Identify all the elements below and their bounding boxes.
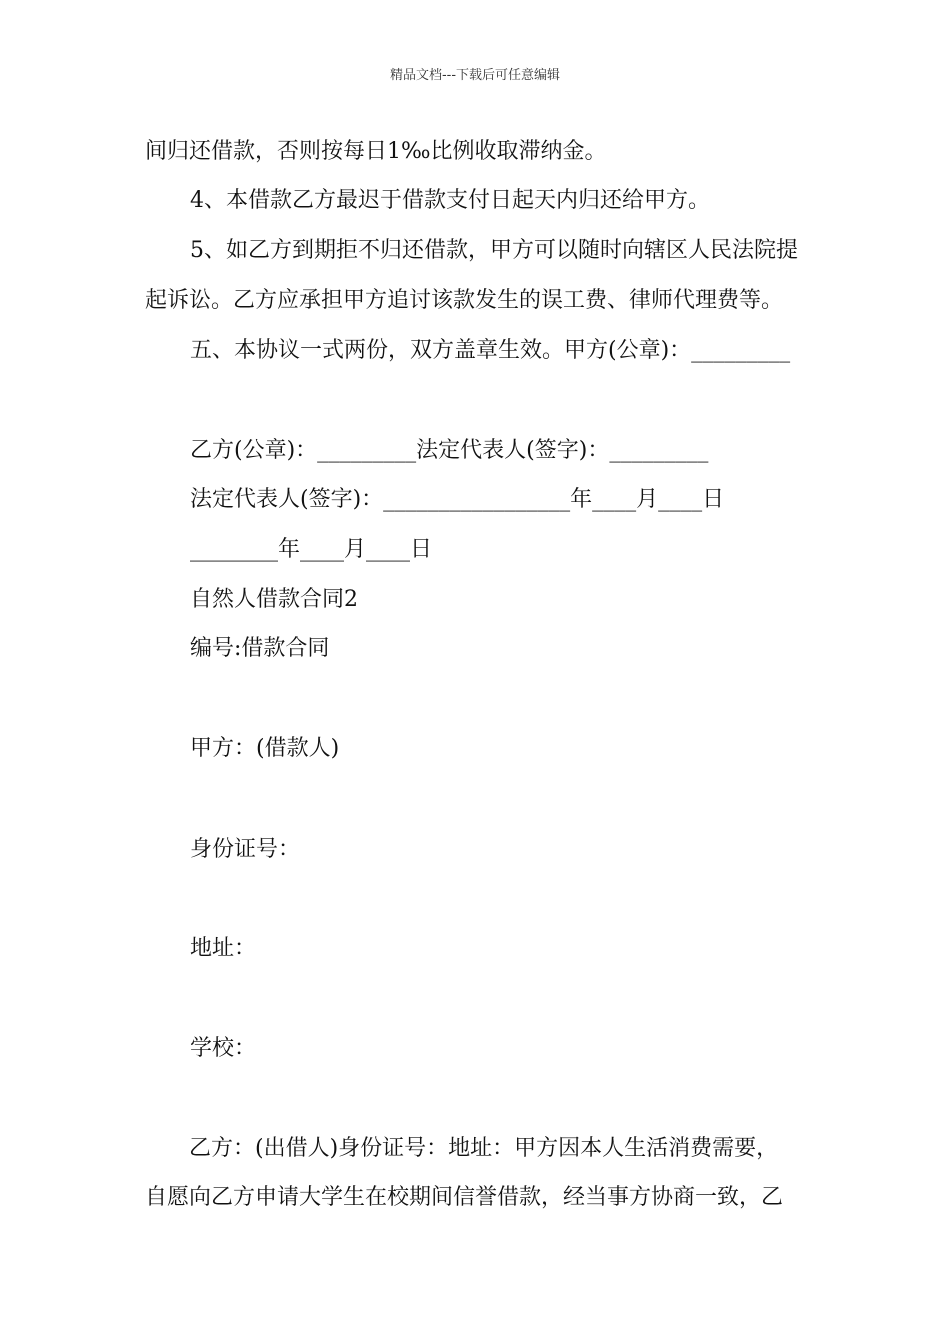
school-label: 学校： [190,1036,257,1061]
address-label: 地址： [190,936,257,961]
text-line: 间归还借款，否则按每日1‰比例收取滞纳金。 [145,139,607,164]
text-line: 起诉讼。乙方应承担甲方追讨该款发生的误工费、律师代理费等。 [145,288,784,313]
signature-line: 法定代表人(签字)：_________________年____月____日 [190,487,725,512]
text-line: 5、如乙方到期拒不归还借款，甲方可以随时向辖区人民法院提 [190,238,798,263]
date-line: ________年____月____日 [190,537,433,562]
page-header: 精品文档---下载后可任意编辑 [389,68,561,83]
section-title: 自然人借款合同2 [190,587,358,612]
signature-line: 乙方(公章)：_________法定代表人(签字)：_________ [190,438,709,463]
text-line: 4、本借款乙方最迟于借款支付日起天内归还给甲方。 [190,188,710,213]
id-number-label: 身份证号： [190,837,301,862]
contract-number: 编号:借款合同 [190,636,330,661]
party-a-label: 甲方：(借款人) [190,736,340,761]
party-b-line: 乙方：(出借人)身份证号：地址：甲方因本人生活消费需要， [189,1136,779,1161]
text-line: 自愿向乙方申请大学生在校期间信誉借款，经当事方协商一致，乙 [145,1185,784,1210]
signature-line: 五、本协议一式两份，双方盖章生效。甲方(公章)：_________ [190,338,791,363]
